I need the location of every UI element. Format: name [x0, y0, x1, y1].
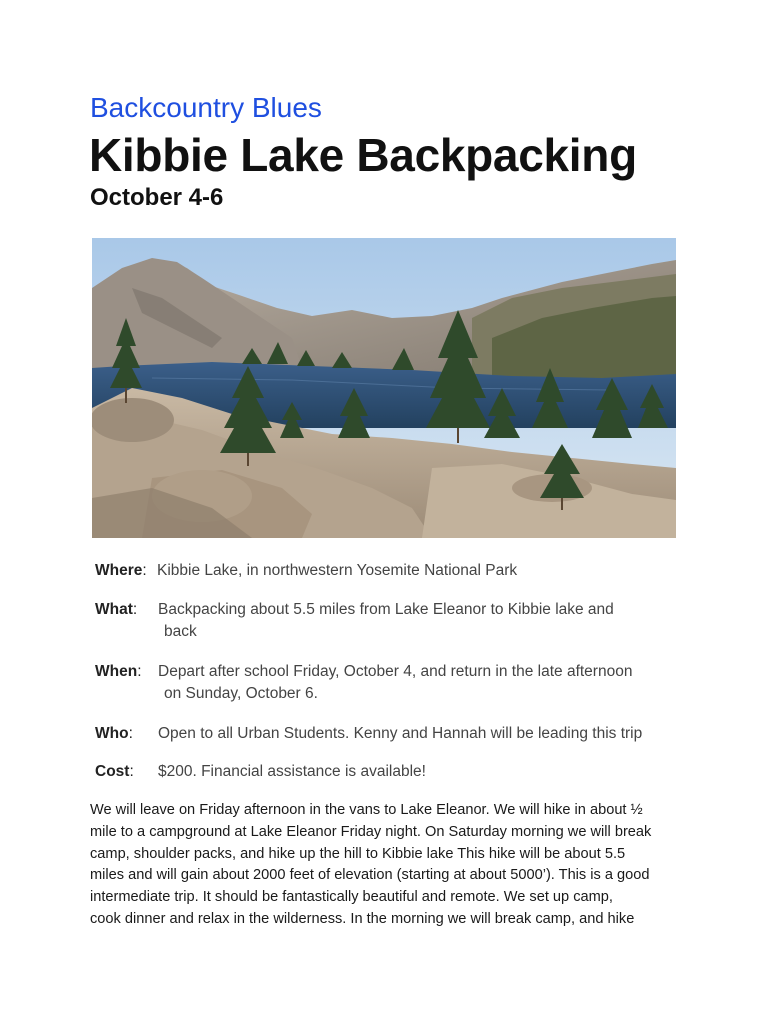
detail-when-value-line1: Depart after school Friday, October 4, and return in the late afternoon — [158, 663, 633, 680]
detail-cost-value: $200. Financial assistance is available! — [158, 763, 426, 780]
description-line: cook dinner and relax in the wilderness. In the morning we will break camp, and hike — [90, 910, 635, 927]
lake-landscape-photo — [92, 238, 676, 538]
detail-cost: Cost: $200. Financial assistance is available! — [95, 761, 134, 783]
description-line: We will leave on Friday afternoon in the vans to Lake Eleanor. We will hike in about ½ — [90, 802, 643, 818]
page-title: Kibbie Lake Backpacking — [89, 129, 637, 181]
detail-who-value: Open to all Urban Students. Kenny and Hannah will be leading this trip — [158, 725, 643, 742]
trip-description — [90, 800, 690, 931]
detail-who-label: Who — [95, 725, 129, 742]
description-line: mile to a campground at Lake Eleanor Friday night. On Saturday morning we will break — [90, 823, 652, 840]
description-line: intermediate trip. It should be fantastically beautiful and remote. We set up camp, — [90, 889, 613, 906]
description-line: camp, shoulder packs, and hike up the hill to Kibbie lake This hike will be about 5.5 — [90, 845, 626, 862]
detail-when-value-line2: on Sunday, October 6. — [164, 685, 318, 702]
detail-cost-label: Cost — [95, 763, 130, 780]
description-line: miles and will gain about 2000 feet of elevation (starting at about 5000’). This is a good — [90, 867, 650, 884]
detail-where-label: Where — [95, 562, 143, 579]
detail-what-value-line1: Backpacking about 5.5 miles from Lake Eleanor to Kibbie lake and — [158, 601, 614, 618]
trip-dates: October 4-6 — [90, 184, 224, 211]
detail-when: When: Depart after school Friday, October 4, and return in the late afternoon on Sunday, October 6. — [95, 661, 142, 683]
detail-where: Where: Kibbie Lake, in northwestern Yosemite National Park — [95, 560, 147, 582]
detail-what-label: What — [95, 601, 133, 618]
detail-when-label: When — [95, 663, 138, 680]
detail-who: Who: Open to all Urban Students. Kenny and Hannah will be leading this trip — [95, 723, 133, 745]
detail-where-value: Kibbie Lake, in northwestern Yosemite National Park — [157, 562, 518, 579]
detail-what-value-line2: back — [164, 623, 197, 640]
detail-what: What: Backpacking about 5.5 miles from Lake Eleanor to Kibbie lake and back — [95, 599, 137, 621]
trip-series-subtitle: Backcountry Blues — [90, 92, 322, 123]
